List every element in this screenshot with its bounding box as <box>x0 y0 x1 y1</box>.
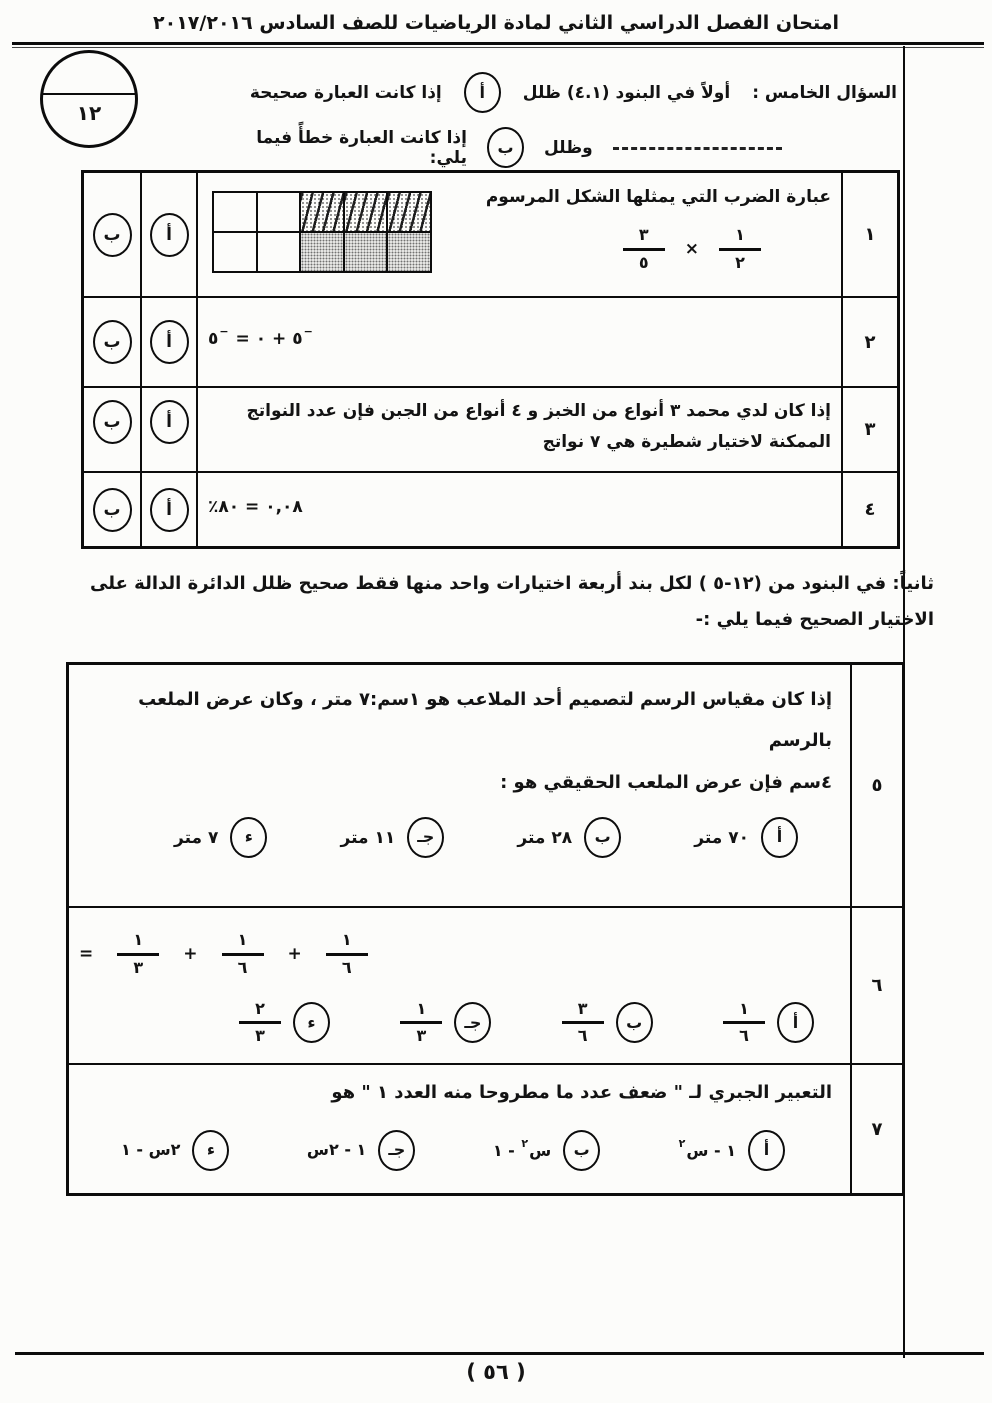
choice-a <box>678 1130 785 1171</box>
item-number: ٤ <box>842 472 898 547</box>
choice-d-expression: ١ - س٢ <box>121 1140 181 1160</box>
dashed-blank-line <box>613 146 782 150</box>
fraction-one-sixth: ١ ٦ <box>326 932 368 977</box>
choice-c-bubble[interactable]: جـ <box>378 1130 415 1171</box>
item-2-statement <box>197 297 842 387</box>
choice-d-label: ٧ متر <box>174 827 219 848</box>
intro-text: أولاً في البنود <box>615 82 731 103</box>
if-true-text: إذا كانت العبارة صحيحة <box>249 82 442 103</box>
question-6-equation <box>79 932 368 977</box>
footer-rule <box>15 1352 984 1355</box>
exam-title: امتحان الفصل الدراسي الثاني لمادة الرياضيات للصف السادس ٢٠١٧/٢٠١٦ <box>153 12 839 34</box>
choice-a-fraction: ١ ٦ <box>723 1001 765 1046</box>
choice-c-expression: س٢ - ١ <box>306 1140 367 1160</box>
choice-c-bubble[interactable]: جـ <box>454 1002 491 1043</box>
choice-c-label: ١١ متر <box>340 827 396 848</box>
model-cell-dotted <box>387 232 431 272</box>
item-1-expression <box>623 227 761 272</box>
choice-d-bubble[interactable]: ء <box>192 1130 229 1171</box>
model-cell <box>213 192 257 232</box>
header-rule-thin <box>12 47 984 48</box>
plus-sign: + <box>183 944 198 965</box>
item-3-text-line1: إذا كان لدي محمد ٣ أنواع من الخبز و ٤ أنواع من الجبن فإن عدد النواتج <box>246 401 831 421</box>
fraction-one-third: ١ ٣ <box>117 932 159 977</box>
item-2-equation: ٥− = ٠ + ٥− <box>208 325 313 349</box>
question-5-text <box>79 673 840 803</box>
choice-b <box>517 817 621 858</box>
option-b-bubble[interactable]: ب <box>93 320 132 364</box>
question-7 <box>68 1064 851 1194</box>
fraction-model-grid <box>212 191 432 273</box>
mc-intro-part1: ثانياً: في البنود من <box>768 573 934 594</box>
choice-d <box>121 1130 229 1171</box>
instruction-intro <box>523 83 730 103</box>
choice-d <box>174 817 267 858</box>
fraction-one-sixth: ١ ٦ <box>222 932 264 977</box>
question-7-text: التعبير الجبري لـ " ضعف عدد ما مطروحا منه العدد ١ " هو <box>331 1082 832 1103</box>
choice-d-bubble[interactable]: ء <box>293 1002 330 1043</box>
choice-b-bubble[interactable]: ب <box>616 1002 653 1043</box>
question-5-choices <box>79 817 840 858</box>
choice-b-expression: ١ - $^٢$س <box>492 1137 552 1161</box>
item-4-equation: ٪٨٠ = ٠,٠٨ <box>208 497 303 517</box>
item-2-option-a-cell <box>141 297 197 387</box>
choice-d-bubble[interactable]: ء <box>230 817 267 858</box>
item-3-statement <box>197 387 842 472</box>
choice-a-bubble[interactable]: أ <box>761 817 798 858</box>
model-cell-hatched <box>387 192 431 232</box>
item-4-statement <box>197 472 842 547</box>
item-4-option-b-cell <box>83 472 141 547</box>
choice-b-bubble[interactable]: ب <box>584 817 621 858</box>
choice-a <box>723 998 814 1046</box>
option-a-bubble[interactable]: أ <box>150 488 189 532</box>
option-a-bubble[interactable]: أ <box>150 400 189 444</box>
times-sign: × <box>684 239 699 260</box>
option-b-bubble[interactable]: ب <box>93 213 132 257</box>
option-b-bubble[interactable]: ب <box>487 127 524 168</box>
marks-circle <box>40 50 138 148</box>
option-a-bubble[interactable]: أ <box>464 72 501 113</box>
item-number: ٣ <box>842 387 898 472</box>
model-cell <box>257 232 301 272</box>
choice-a-bubble[interactable]: أ <box>777 1002 814 1043</box>
fraction-one-half: ١ ٢ <box>719 227 761 272</box>
equals-sign: = <box>79 944 94 965</box>
shade-word: ظلل <box>522 82 561 103</box>
if-false-text: إذا كانت العبارة خطأً فيما يلي: <box>256 127 467 168</box>
marks-circle-divider <box>41 93 137 95</box>
page-number: ( ٥٦ ) <box>466 1360 526 1384</box>
model-cell-dotted <box>300 232 344 272</box>
multiple-choice-instructions <box>70 566 934 638</box>
model-cell-hatched <box>344 192 388 232</box>
mc-instruction-line2: الاختيار الصحيح فيما يلي :- <box>695 609 934 630</box>
question-5-line1: إذا كان مقياس الرسم لتصميم أحد الملاعب هو ١سم:٧ متر ، وكان عرض الملعب بالرسم <box>138 689 832 752</box>
question-6 <box>68 907 851 1064</box>
item-number: ٧ <box>851 1064 903 1194</box>
mc-instruction-line1 <box>70 566 934 602</box>
instruction-line-2 <box>217 127 897 168</box>
true-false-table <box>81 170 900 549</box>
item-2-option-b-cell <box>83 297 141 387</box>
header-rule <box>12 42 984 45</box>
choice-c <box>400 998 491 1046</box>
choice-a-bubble[interactable]: أ <box>748 1130 785 1171</box>
plus-sign: + <box>287 944 302 965</box>
item-3-text-line2: الممكنة لاختيار شطيرة هي ٧ نواتج <box>542 432 831 453</box>
item-number: ٢ <box>842 297 898 387</box>
model-cell-hatched <box>300 192 344 232</box>
option-b-bubble[interactable]: ب <box>93 488 132 532</box>
item-4-option-a-cell <box>141 472 197 547</box>
item-1-option-a-cell <box>141 172 197 297</box>
choice-b-fraction: ٣ ٦ <box>562 1001 604 1046</box>
choice-c-bubble[interactable]: جـ <box>407 817 444 858</box>
question-5 <box>68 664 851 907</box>
item-number: ٦ <box>851 907 903 1064</box>
choice-b <box>562 998 653 1046</box>
items-range: (٤.١) <box>566 82 610 103</box>
choice-c-fraction: ١ ٣ <box>400 1001 442 1046</box>
marks-value: ١٢ <box>76 100 102 125</box>
fraction-three-fifths: ٣ ٥ <box>623 227 665 272</box>
item-number: ٥ <box>851 664 903 907</box>
question5-instructions <box>217 72 897 182</box>
instruction-line-1 <box>217 72 897 113</box>
choice-b-label: ٢٨ متر <box>517 827 573 848</box>
model-cell-dotted <box>344 232 388 272</box>
choice-d-fraction: ٢ ٣ <box>239 1001 281 1046</box>
option-b-bubble[interactable]: ب <box>93 400 132 444</box>
choice-c <box>307 1130 415 1171</box>
option-a-bubble[interactable]: أ <box>150 320 189 364</box>
item-3-option-a-cell <box>141 387 197 472</box>
mc-items-range: ( ٥-١٢) <box>698 573 762 594</box>
item-3-option-b-cell <box>83 387 141 472</box>
choice-a-expression: $^٢$س - ١ <box>678 1137 736 1161</box>
item-1-text: عبارة الضرب التي يمثلها الشكل المرسوم <box>485 187 831 207</box>
choice-a-label: ٧٠ متر <box>694 827 749 848</box>
question-6-choices <box>79 998 840 1046</box>
choice-d <box>239 998 330 1046</box>
model-cell <box>213 232 257 272</box>
choice-c <box>341 817 445 858</box>
multiple-choice-table <box>66 662 905 1196</box>
question-7-choices <box>79 1130 840 1171</box>
item-number: ١ <box>842 172 898 297</box>
option-a-bubble[interactable]: أ <box>150 213 189 257</box>
question-label: السؤال الخامس : <box>752 82 897 103</box>
model-cell <box>257 192 301 232</box>
question-5-line2: ٤سم فإن عرض الملعب الحقيقي هو : <box>500 771 832 793</box>
choice-a <box>694 817 798 858</box>
item-1-option-b-cell <box>83 172 141 297</box>
choice-b-bubble[interactable]: ب <box>563 1130 600 1171</box>
choice-b <box>493 1130 600 1171</box>
item-1-statement <box>197 172 842 297</box>
shade-word-2: وظلل <box>543 137 593 158</box>
mc-intro-part2: لكل بند أربعة اختيارات واحد منها فقط صحيح ظلل الدائرة الدالة على <box>90 573 693 594</box>
